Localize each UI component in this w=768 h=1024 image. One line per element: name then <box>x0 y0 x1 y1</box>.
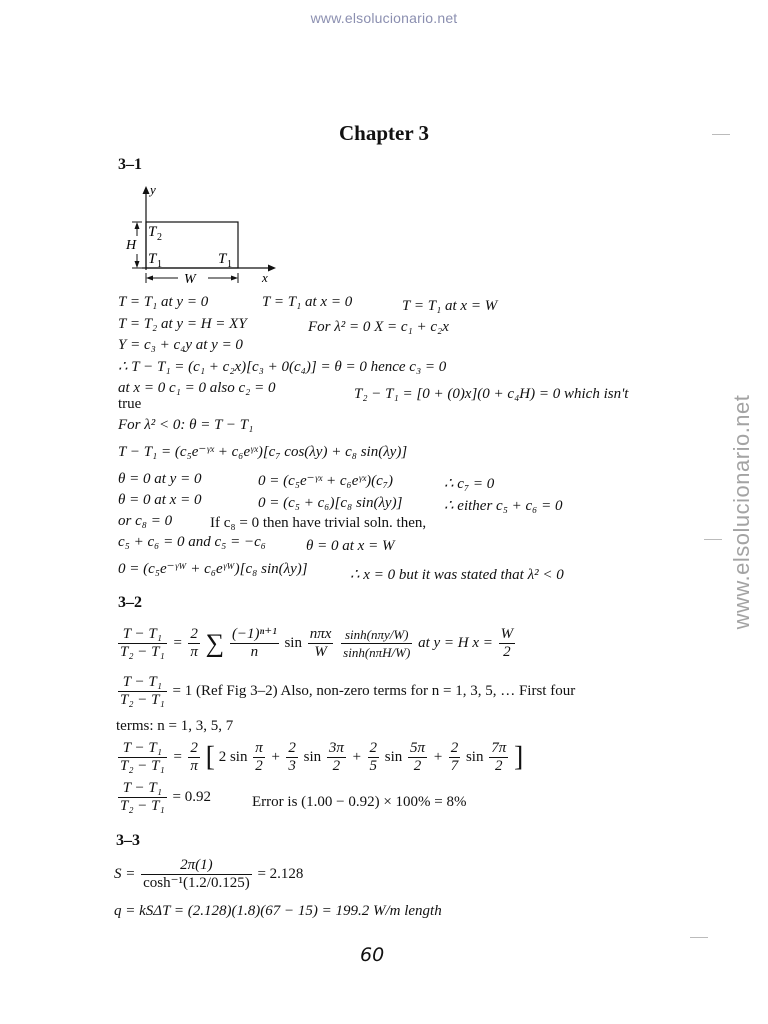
eq3-lhs-num: T − T₁ <box>118 740 167 758</box>
eq1-sum-symbol: ∑ <box>205 628 225 658</box>
scan-mark <box>704 539 722 540</box>
eq1-coef-den: π <box>190 644 198 660</box>
watermark-url: www.elsolucionario.net <box>310 10 458 26</box>
eq1-arg-den: W <box>314 644 327 660</box>
eq3-f2-num: 2 <box>288 740 296 756</box>
eq1-sign-term <box>230 626 279 661</box>
bc-row1-b: T = T₁ at x = 0 <box>262 294 353 310</box>
bc-row11-a: or c₈ = 0 <box>118 513 173 529</box>
t1-left-label: T <box>148 251 157 267</box>
eq3-left-bracket: [ <box>205 741 215 773</box>
t1-right-label: T <box>218 251 227 267</box>
h-label: H <box>126 238 137 253</box>
eq4-lhs-num: T − T₁ <box>118 780 167 798</box>
eq3-f7 <box>489 740 508 775</box>
t2-label: T <box>148 224 157 240</box>
bc-row9-b: 0 = (c₅e⁻ᵞˣ + c₆eᵞˣ)(c₇) <box>258 473 393 489</box>
t2-label-sub: 2 <box>157 232 162 243</box>
eq4 <box>116 780 211 815</box>
bc-row13-a: 0 = (c₅e⁻ᵞᵂ + c₆eᵞᵂ)[c₈ sin(λy)] <box>118 561 308 577</box>
eq3-coef-den: π <box>190 758 198 774</box>
s-fraction <box>141 857 252 892</box>
eq3-equals: = <box>172 748 183 765</box>
eq3-f2 <box>286 740 298 775</box>
eq1-coef-num: 2 <box>188 626 200 644</box>
bc-row5-a: at x = 0 c₁ = 0 also c₂ = 0 <box>118 380 276 396</box>
watermark-side: www.elsolucionario.net <box>729 394 754 630</box>
eq4-rhs: = 0.92 <box>172 788 211 805</box>
section-3-3-heading: 3–3 <box>116 832 140 849</box>
error-line: Error is (1.00 − 0.92) × 100% = 8% <box>252 794 467 810</box>
eq3-f4-num: 2 <box>369 740 378 756</box>
eq3-f1 <box>253 740 265 775</box>
eq1-sinh-ratio <box>341 626 412 661</box>
eq3-f5-num: 5π <box>410 740 426 756</box>
eq3-coef <box>188 740 200 775</box>
eq1-sign-num: (−1)ⁿ⁺¹ <box>231 626 277 642</box>
eq3-f2-den: 3 <box>288 758 296 774</box>
eq1-sinh-den: sinh(nπH/W) <box>343 645 411 660</box>
eq1-arg <box>308 626 334 661</box>
bc-row13-b: ∴ x = 0 but it was stated that λ² < 0 <box>350 567 564 583</box>
eq3-coef-num: 2 <box>188 740 200 758</box>
eq1-lhs <box>118 626 167 661</box>
eq3-term1: 2 sin <box>218 748 248 765</box>
w-label: W <box>184 272 196 287</box>
plate-diagram-svg <box>114 184 284 288</box>
eq3-f7-num: 7π <box>491 740 507 756</box>
eq3-f3-den: 2 <box>332 758 341 774</box>
eq2-lhs-den: T₂ − T₁ <box>120 692 165 708</box>
eq1-lhs-num: T − T₁ <box>118 626 167 644</box>
eq2-lhs <box>118 674 167 709</box>
y-axis-label: y <box>150 184 156 197</box>
eq3-sin-3: sin <box>384 748 403 765</box>
bc-row10-c: ∴ either c₅ + c₆ = 0 <box>444 498 563 514</box>
eq3-plus-3: + <box>432 748 443 765</box>
bc-row7: For λ² < 0: θ = T − T₁ <box>118 417 254 433</box>
eq3-right-bracket: ] <box>513 741 524 773</box>
bc-row8: T − T₁ = (c₅e⁻ᵞˣ + c₆eᵞˣ)[c₇ cos(λy) + c₈ sin(λy)] <box>118 444 408 460</box>
eq1-sign-den: n <box>250 644 259 660</box>
eq3-plus-1: + <box>270 748 281 765</box>
bc-row11-b: If c₈ = 0 then have trivial soln. then, <box>210 515 427 531</box>
bc-row10-a: θ = 0 at x = 0 <box>118 492 202 508</box>
eq3-plus-2: + <box>351 748 362 765</box>
scan-mark <box>690 937 708 938</box>
eq4-lhs <box>118 780 167 815</box>
eq1-coef <box>188 626 200 661</box>
eq3-lhs <box>118 740 167 775</box>
page-number: 60 <box>360 944 385 966</box>
eq2-rhs: = 1 (Ref Fig 3–2) Also, non-zero terms for n = 1, 3, 5, … First four <box>172 682 576 699</box>
plate-diagram <box>114 184 284 293</box>
eq3-f4-den: 5 <box>369 758 378 774</box>
eq3-f5-den: 2 <box>413 758 422 774</box>
x-axis-label: x <box>262 270 268 285</box>
eq3-sin-4: sin <box>465 748 484 765</box>
eq3-f1-num: π <box>255 740 263 756</box>
bc-row4: ∴ T − T₁ = (c₁ + c₂x)[c₃ + 0(c₄)] = θ = 0 hence c₃ = 0 <box>118 359 447 375</box>
eq1-equals: = <box>172 634 183 651</box>
chapter-title: Chapter 3 <box>338 121 430 145</box>
bc-row9-a: θ = 0 at y = 0 <box>118 471 202 487</box>
eq3-f6 <box>449 740 461 775</box>
eq3-f6-num: 2 <box>450 740 459 756</box>
bc-row1-c: T = T₁ at x = W <box>402 298 498 314</box>
bc-row9-c: ∴ c₇ = 0 <box>444 476 495 492</box>
eq3-f1-den: 2 <box>255 758 263 774</box>
eq2-lhs-num: T − T₁ <box>118 674 167 692</box>
s-num: 2π(1) <box>141 857 252 875</box>
eq1-x-den: 2 <box>503 644 511 660</box>
eq3-f3 <box>327 740 346 775</box>
eq2 <box>116 674 575 709</box>
bc-row10-b: 0 = (c₅ + c₆)[c₈ sin(λy)] <box>258 495 403 511</box>
s-lhs: S = <box>114 865 136 882</box>
bc-row5-b: T₂ − T₁ = [0 + (0)x](0 + c₄H) = 0 which isn't <box>354 386 629 402</box>
eq1-lhs-den: T₂ − T₁ <box>120 644 165 660</box>
bc-row2-b: For λ² = 0 X = c₁ + c₂x <box>308 319 449 335</box>
shape-factor-eq <box>114 857 303 892</box>
eq3-f3-num: 3π <box>328 740 344 756</box>
eq3-sin-2: sin <box>303 748 322 765</box>
terms-line: terms: n = 1, 3, 5, 7 <box>116 718 234 734</box>
bc-row2-a: T = T₂ at y = H = XY <box>118 316 247 332</box>
eq1-x-value <box>499 626 516 661</box>
t1-left-label-sub: 1 <box>157 259 162 270</box>
bc-row3: Y = c₃ + c₄y at y = 0 <box>118 337 243 353</box>
eq1-sin: sin <box>284 634 302 651</box>
t1-right-label-sub: 1 <box>227 259 232 270</box>
eq3-f6-den: 7 <box>450 758 459 774</box>
section-3-1-heading: 3–1 <box>118 156 142 173</box>
bc-row1-a: T = T₁ at y = 0 <box>118 294 209 310</box>
scan-mark <box>712 134 730 135</box>
eq3-f4 <box>368 740 380 775</box>
eq1 <box>116 626 517 661</box>
heat-flow-line: q = kSΔT = (2.128)(1.8)(67 − 15) = 199.2 W/m length <box>114 903 442 919</box>
eq1-at-condition: at y = H x = <box>418 634 493 651</box>
s-rhs: = 2.128 <box>257 865 304 882</box>
eq3 <box>116 740 523 775</box>
eq3-lhs-den: T₂ − T₁ <box>120 758 165 774</box>
bc-row6: true <box>118 396 142 412</box>
eq3-f5 <box>408 740 427 775</box>
eq1-sinh-num: sinh(nπy/W) <box>341 626 412 644</box>
eq3-f7-den: 2 <box>494 758 503 774</box>
eq1-arg-num: nπx <box>309 626 332 642</box>
bc-row12-b: θ = 0 at x = W <box>306 538 395 554</box>
eq4-lhs-den: T₂ − T₁ <box>120 798 165 814</box>
section-3-2-heading: 3–2 <box>118 594 142 611</box>
bc-row12-a: c₅ + c₆ = 0 and c₅ = −c₆ <box>118 534 266 550</box>
s-den: cosh⁻¹(1.2/0.125) <box>143 875 250 891</box>
eq1-x-num: W <box>500 626 514 642</box>
